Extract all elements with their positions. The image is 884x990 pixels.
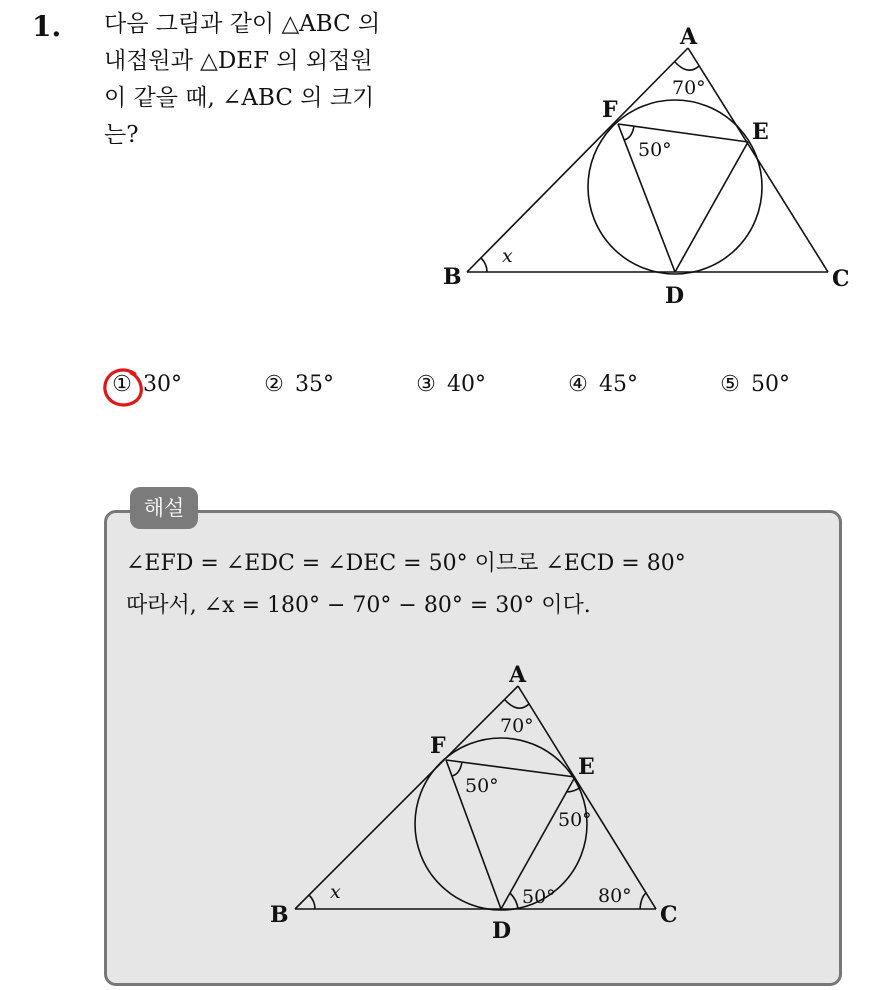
label-f: F xyxy=(602,97,618,123)
choice-mark: ③ xyxy=(416,372,436,397)
question-line: 이 같을 때, ∠ABC 의 크기 xyxy=(104,85,375,111)
angle-arc-b xyxy=(309,895,315,909)
angle-arc-c xyxy=(640,893,646,909)
label-e: E xyxy=(752,119,769,145)
label-e: E xyxy=(578,754,595,780)
question-line: 다음 그림과 같이 △ABC 의 xyxy=(104,11,381,37)
angle-label-f: 50° xyxy=(638,139,672,161)
label-a: A xyxy=(680,24,698,50)
question-line: 내접원과 △DEF 의 외접원 xyxy=(104,48,373,74)
label-f: F xyxy=(430,733,446,759)
choice-text: 50° xyxy=(751,372,790,397)
solution-tag: 해설 xyxy=(130,487,198,529)
angle-label-b: x xyxy=(502,245,513,267)
label-c: C xyxy=(832,266,850,292)
angle-label-a: 70° xyxy=(672,77,706,99)
solution-line-2: 따라서, ∠x = 180° − 70° − 80° = 30° 이다. xyxy=(126,593,591,618)
angle-arc-f xyxy=(452,762,462,776)
choice-mark: ② xyxy=(264,372,284,397)
choice-text: 35° xyxy=(295,372,334,397)
choice-text: 30° xyxy=(143,372,182,397)
question-line: 는? xyxy=(104,122,139,148)
side-ac xyxy=(518,686,656,909)
label-c: C xyxy=(660,902,678,928)
angle-label-e: 50° xyxy=(558,809,592,831)
side-ab xyxy=(295,686,518,909)
choice-mark: ① xyxy=(112,372,132,397)
angle-label-d: 50° xyxy=(522,886,556,908)
label-b: B xyxy=(443,264,462,290)
angle-arc-a xyxy=(505,700,529,708)
angle-label-c: 80° xyxy=(598,885,632,907)
solution-line-1: ∠EFD = ∠EDC = ∠DEC = 50° 이므로 ∠ECD = 80° xyxy=(126,551,686,576)
choice-mark: ⑤ xyxy=(720,372,740,397)
angle-arc-d xyxy=(510,893,518,909)
question-number: 1. xyxy=(32,10,62,43)
label-b: B xyxy=(270,902,289,928)
angle-label-a: 70° xyxy=(500,715,534,737)
label-d: D xyxy=(492,918,512,944)
label-d: D xyxy=(665,283,685,309)
choice-mark: ④ xyxy=(568,372,588,397)
angle-label-b: x xyxy=(330,881,341,903)
angle-label-f: 50° xyxy=(465,775,499,797)
label-a: A xyxy=(509,662,527,688)
choice-text: 40° xyxy=(447,372,486,397)
choice-text: 45° xyxy=(599,372,638,397)
